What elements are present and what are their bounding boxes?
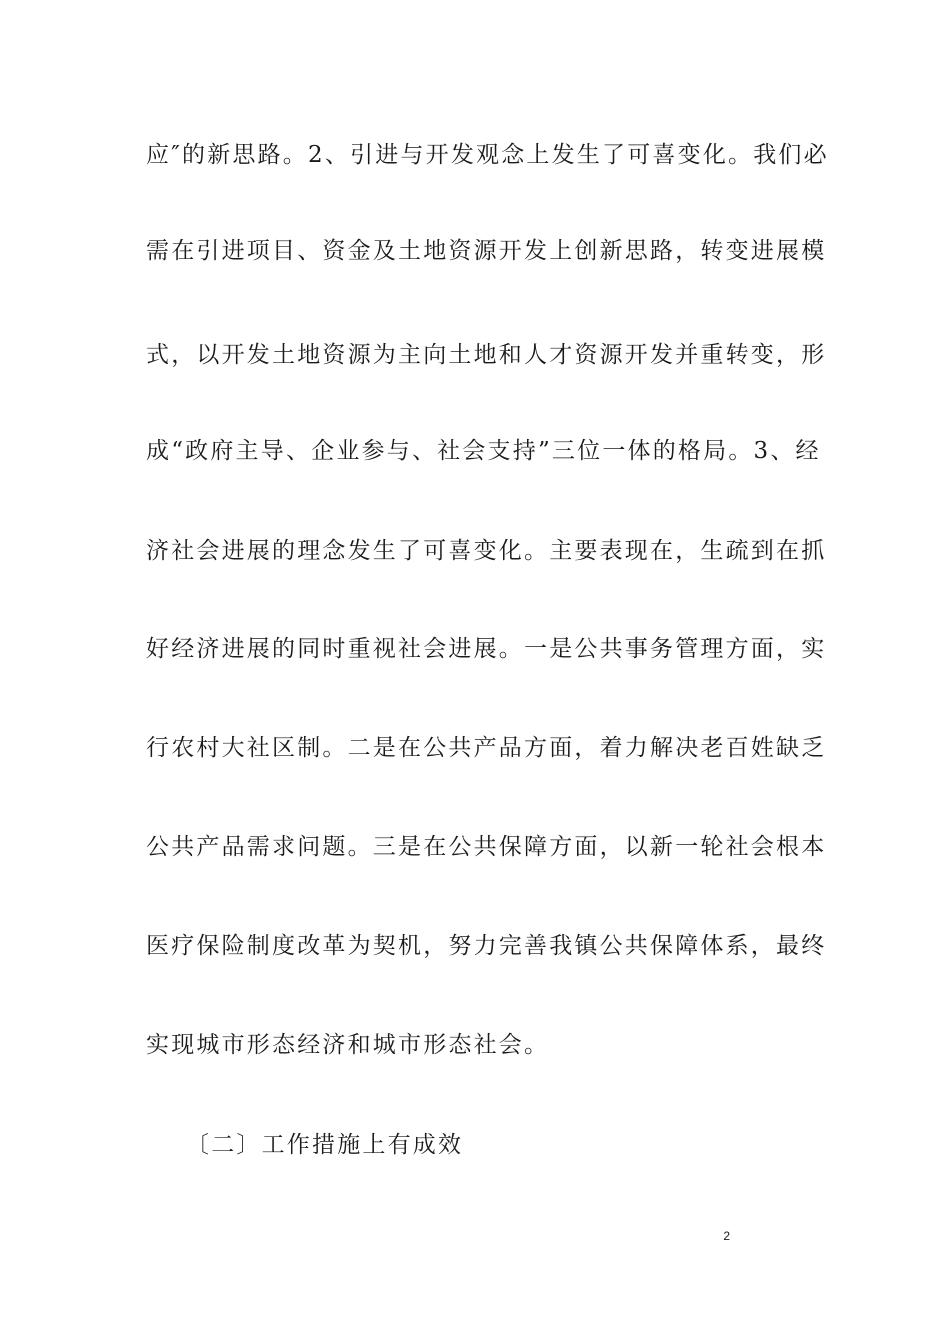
paragraph-line: 公共产品需求问题。三是在公共保障方面，以新一轮社会根本 [146,834,827,860]
page-number: 2 [723,1229,730,1243]
paragraph-line: 应″的新思路。2、引进与开发观念上发生了可喜变化。我们必 [146,142,829,168]
paragraph-line: 成“政府主导、企业参与、社会支持”三位一体的格局。3、经 [146,438,821,464]
paragraph-line: 医疗保险制度改革为契机，努力完善我镇公共保障体系，最终 [146,933,827,959]
paragraph-line: 行农村大社区制。二是在公共产品方面，着力解决老百姓缺乏 [146,735,827,761]
paragraph-line: 需在引进项目、资金及土地资源开发上创新思路，转变进展模 [146,238,827,264]
paragraph-line: 好经济进展的同时重视社会进展。一是公共事务管理方面，实 [146,636,827,662]
paragraph-line: 式，以开发土地资源为主向土地和人才资源开发并重转变，形 [146,342,827,368]
paragraph-line: 济社会进展的理念发生了可喜变化。主要表现在，生疏到在抓 [146,538,827,564]
paragraph-line: 实现城市形态经济和城市形态社会。 [146,1032,550,1058]
section-heading: 〔二〕工作措施上有成效 [186,1132,464,1158]
